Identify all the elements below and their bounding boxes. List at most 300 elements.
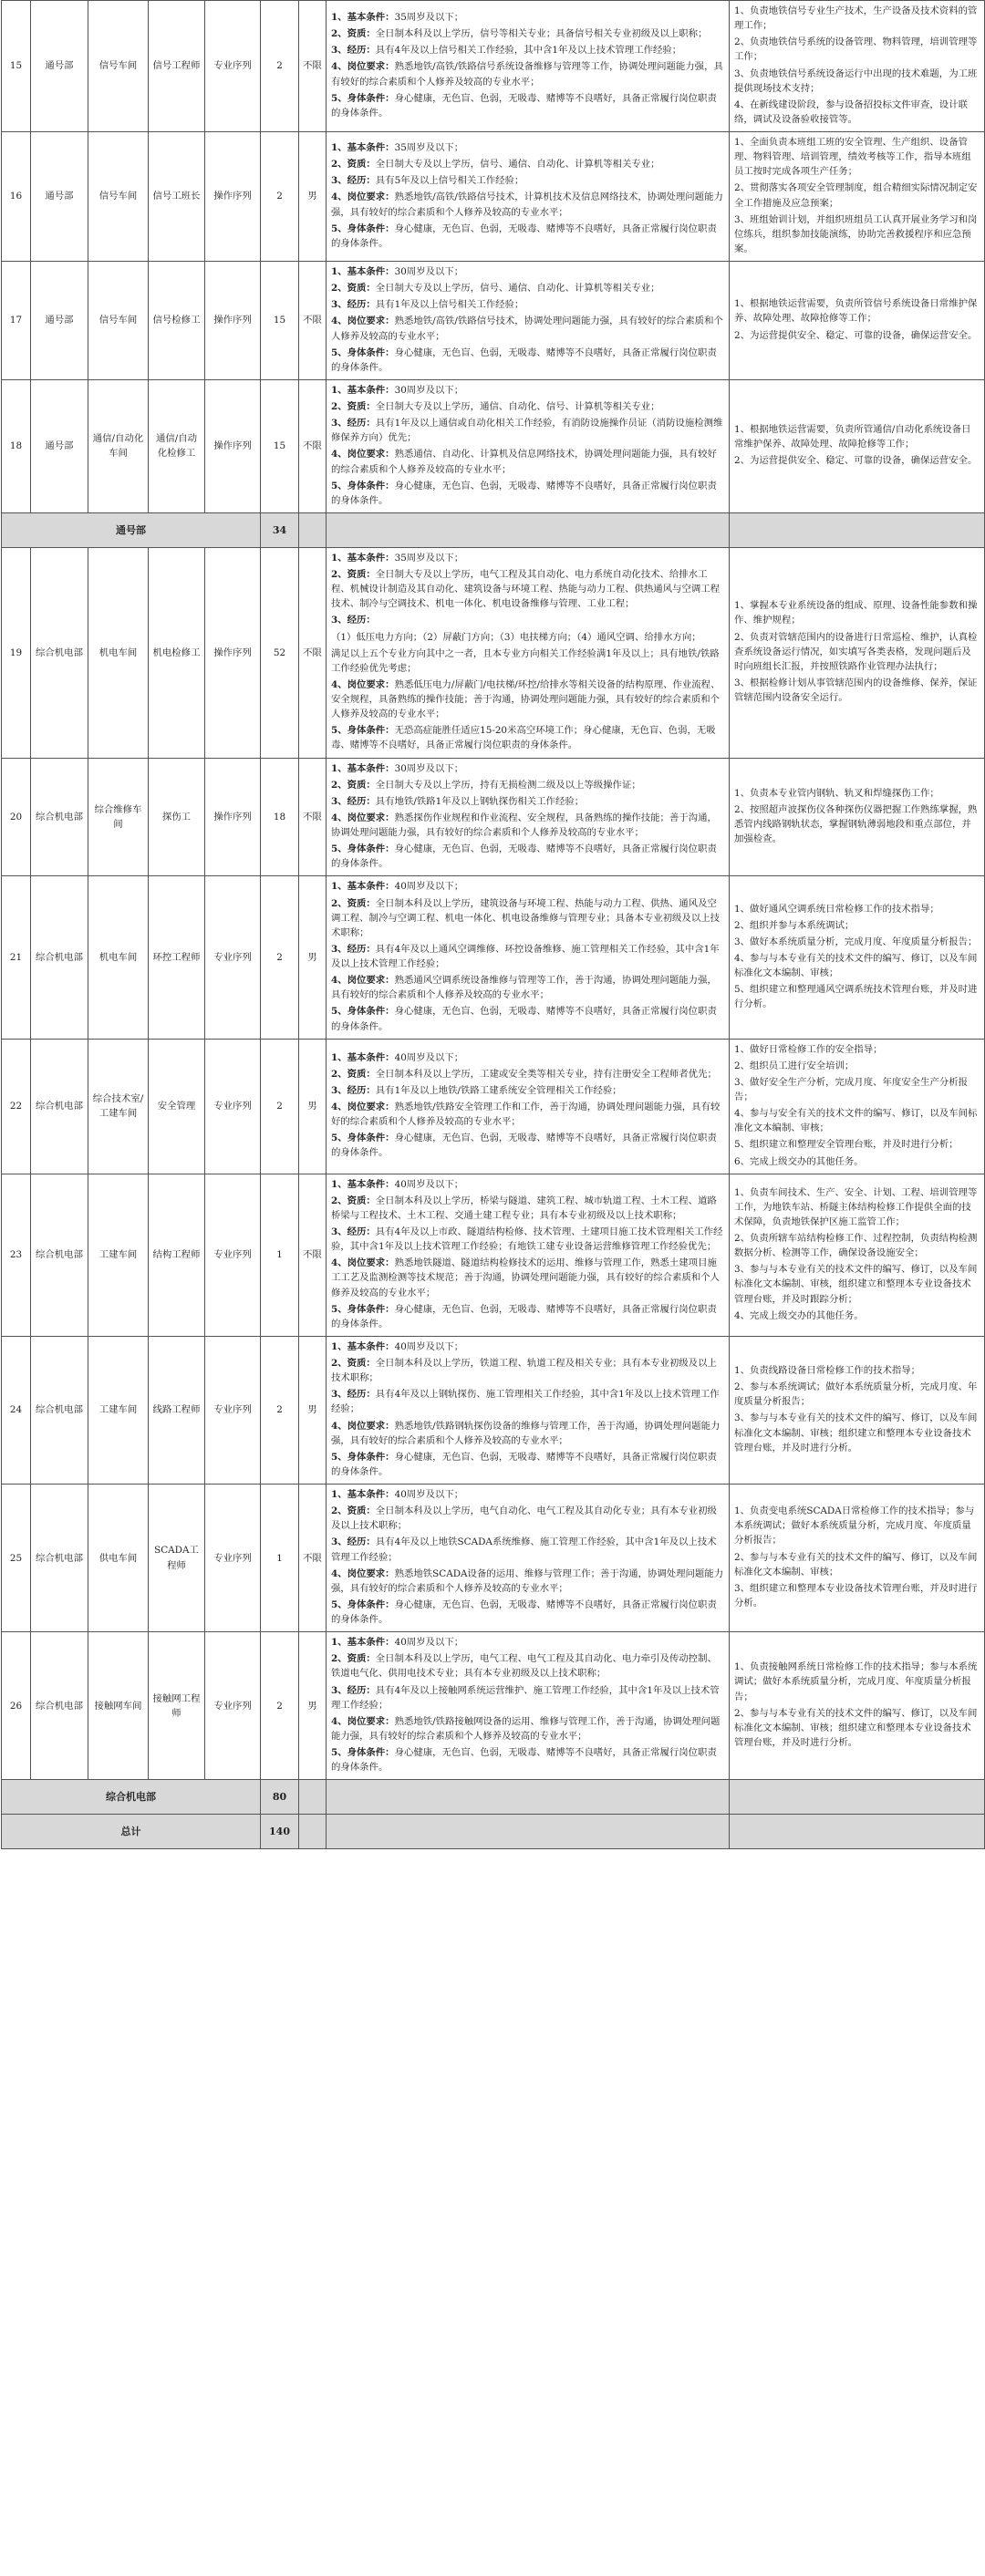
requirements-cell <box>327 758 730 876</box>
duty-item: 3、参与与本专业有关的技术文件的编写、修订，以及车间标准化文本编制、审核，组织建立和整理本专业设备技术管理台账，并及时跟踪分析； <box>734 1264 978 1305</box>
requirement-key: 2、资质： <box>331 897 376 909</box>
duty-item: 2、按照超声波探伤仪各种探伤仪器把握工作熟练掌握，熟悉管内线路钢轨状态，掌握钢轨薄弱地段和重点部位，并加强检查。 <box>734 803 978 845</box>
requirement-key: 5、身体条件： <box>331 843 395 855</box>
duty-item: 1、负责接触网系统日常检修工作的技术指导；参与本系统调试；做好本系统质量分析，完成月度、年度质量分析报告； <box>734 1661 978 1702</box>
duties-cell <box>730 1336 985 1484</box>
department-cell: 通号部 <box>31 132 88 262</box>
requirement-key: 3、经历： <box>331 1226 376 1237</box>
headcount-cell: 2 <box>261 1 299 132</box>
position-cell: 信号工程师 <box>149 1 205 132</box>
category-cell: 操作序列 <box>205 262 261 380</box>
gender-cell: 男 <box>299 1039 327 1174</box>
requirement-text: 熟悉地铁/高铁/铁路信号技术，协调处理问题能力强，具有较好的综合素质和个人修养及较高的专业水平； <box>331 316 723 342</box>
requirement-text: 熟悉地铁/铁路钢轨探伤设备的维修与管理工作，善于沟通，协调处理问题能力强，具有较好的综合素质和个人修养及较高的专业水平； <box>331 1420 721 1446</box>
requirement-item <box>331 723 724 752</box>
requirements-cell <box>327 262 730 380</box>
requirement-text: 30周岁及以下； <box>394 384 464 396</box>
requirement-key: 3、经历： <box>331 1389 376 1401</box>
position-cell: 通信/自动化检修工 <box>149 379 205 512</box>
workshop-cell: 机电车间 <box>88 547 149 758</box>
requirement-key: 3、经历： <box>331 299 376 311</box>
requirement-key: 3、经历： <box>331 418 376 429</box>
requirement-text: 熟悉探伤作业规程和作业流程、安全规程，具备熟练的操作技能；善于沟通，协调处理问题能力强，具有较好的综合素质和个人修养及较高的专业水平； <box>331 812 717 838</box>
requirement-key: 4、岗位要求： <box>331 812 395 823</box>
requirement-text: 全日制本科及以上学历，信号等相关专业；具备信号相关专业初级及以上职称； <box>375 28 708 40</box>
requirement-text: 具有1年及以上信号相关工作经验； <box>375 299 524 311</box>
requirement-text: 熟悉地铁隧道、隧道结构检修技术的运用、维修与管理工作，熟悉土建项目施工工艺及监测检测等技术规范；善于沟通，协调处理问题能力强，具有较好的综合素质和个人修养及较高的专业水平； <box>331 1257 721 1298</box>
requirement-item <box>331 942 724 971</box>
requirement-item <box>331 811 724 840</box>
requirement-item <box>331 140 724 155</box>
requirement-text: 全日制大专及以上学历，电气工程及其自动化、电力系统自动化技术、给排水工程、机械设计制造及其自动化、建筑设备与环境工程、热能与动力工程、供热通风与空调工程技术、制冷与空调技术、机电一体化、机电设备维修与管理、工业工程； <box>331 569 721 610</box>
requirement-text: 35周岁及以下； <box>394 12 464 24</box>
requirement-text: 满足以上五个专业方向其中之一者，且本专业方向相关工作经验满1年及以上；具有地铁/铁路工作经验优先考虑； <box>331 647 720 674</box>
subtotal-blank <box>730 512 985 547</box>
workshop-cell: 接触网车间 <box>88 1632 149 1780</box>
requirement-item <box>331 1340 724 1354</box>
total-blank <box>327 1815 730 1849</box>
department-cell: 综合机电部 <box>31 758 88 876</box>
headcount-cell: 2 <box>261 1336 299 1484</box>
category-cell: 专业序列 <box>205 1485 261 1632</box>
requirement-text: 全日制本科及以上学历，工建或安全类等相关专业，持有注册安全工程师者优先； <box>375 1068 717 1080</box>
requirement-text: 40周岁及以下； <box>394 1051 464 1063</box>
department-cell: 通号部 <box>31 262 88 380</box>
gender-cell: 不限 <box>299 758 327 876</box>
duties-cell <box>730 1 985 132</box>
requirement-item <box>331 1004 724 1033</box>
department-cell: 综合机电部 <box>31 1632 88 1780</box>
requirement-item <box>331 190 724 219</box>
row-number: 22 <box>2 1039 31 1174</box>
requirement-item <box>331 1450 724 1479</box>
headcount-cell: 52 <box>261 547 299 758</box>
gender-cell: 不限 <box>299 1 327 132</box>
duty-item: 3、参与与本专业有关的技术文件的编写、修订，以及车间标准化文本编制、审核；组织建立和整理本专业设备技术管理台账，并及时进行分析。 <box>734 1412 978 1454</box>
requirement-item <box>331 43 724 57</box>
category-cell: 专业序列 <box>205 1336 261 1484</box>
requirement-key: 5、身体条件： <box>331 1133 395 1144</box>
duty-item: 2、为运营提供安全、稳定、可靠的设备，确保运营安全。 <box>734 455 978 467</box>
requirements-cell <box>327 1039 730 1174</box>
requirement-item <box>331 761 724 776</box>
requirement-key: 1、基本条件： <box>331 1051 395 1063</box>
gender-cell: 不限 <box>299 1174 327 1336</box>
requirement-key: 2、资质： <box>331 159 376 171</box>
requirement-text: 身心健康，无色盲、色弱，无吸毒、赌博等不良嗜好，具备正常履行岗位职责的身体条件。 <box>331 480 717 506</box>
headcount-cell: 15 <box>261 262 299 380</box>
duty-item: 5、组织建立和整理安全管理台账，并及时进行分析； <box>734 1139 959 1151</box>
subtotal-blank <box>327 1780 730 1815</box>
gender-cell: 男 <box>299 132 327 262</box>
table-row <box>2 132 985 262</box>
duties-cell <box>730 132 985 262</box>
requirement-text: 身心健康，无色盲、色弱，无吸毒、赌博等不良嗜好，具备正常履行岗位职责的身体条件。 <box>331 1006 717 1032</box>
department-cell: 综合机电部 <box>31 1039 88 1174</box>
row-number: 21 <box>2 876 31 1039</box>
requirement-key: 2、资质： <box>331 1068 376 1080</box>
requirement-item <box>331 479 724 508</box>
requirement-item <box>331 678 724 721</box>
requirement-key: 2、资质： <box>331 1195 376 1206</box>
requirement-text: 40周岁及以下； <box>394 1340 464 1352</box>
duty-item: 1、根据地铁运营需要，负责所管通信/自动化系统设备日常维护保养、故障处理、故障抢修等工作； <box>734 424 971 450</box>
duties-cell <box>730 379 985 512</box>
table-row <box>2 1 985 132</box>
row-number: 25 <box>2 1485 31 1632</box>
duties-cell <box>730 758 985 876</box>
workshop-cell: 信号车间 <box>88 1 149 132</box>
requirement-text: 全日制本科及以上学历，铁道工程、轨道工程及相关专业；具有本专业初级及以上技术职称； <box>331 1358 717 1384</box>
requirement-key: 3、经历： <box>331 1084 376 1096</box>
duty-item: 3、根据检修计划从事管辖范围内的设备维修、保养，保证管辖范围内设备安全运行。 <box>734 677 978 703</box>
department-cell: 综合机电部 <box>31 876 88 1039</box>
row-number: 19 <box>2 547 31 758</box>
duties-cell <box>730 876 985 1039</box>
department-cell: 综合机电部 <box>31 1174 88 1336</box>
requirement-item <box>331 1745 724 1774</box>
requirement-key: 2、资质： <box>331 28 376 40</box>
headcount-cell: 2 <box>261 132 299 262</box>
requirement-text: 熟悉通信、自动化、计算机及信息网络技术，协调处理问题能力强，具有较好的综合素质和个人修养及较高的专业水平； <box>331 449 717 475</box>
gender-cell: 不限 <box>299 547 327 758</box>
requirement-item <box>331 447 724 476</box>
requirement-text: 全日制大专及以上学历，信号、通信、自动化、计算机等相关专业； <box>375 159 660 171</box>
category-cell: 专业序列 <box>205 1039 261 1174</box>
requirement-item <box>331 26 724 41</box>
requirement-text: 35周岁及以下； <box>394 552 464 564</box>
duty-item: 4、完成上级交办的其他任务。 <box>734 1309 864 1321</box>
requirement-item <box>331 1635 724 1650</box>
duty-item: 2、组织并参与本系统调试； <box>734 919 855 931</box>
gender-cell: 不限 <box>299 1485 327 1632</box>
requirement-text: 具有4年及以上地铁SCADA系统维修、施工管理工作经验，其中含1年及以上技术管理工作经验； <box>331 1536 717 1563</box>
requirement-item <box>331 1683 724 1712</box>
requirement-key: 1、基本条件： <box>331 384 395 396</box>
position-cell: SCADA工程师 <box>149 1485 205 1632</box>
requirement-key: 5、身体条件： <box>331 725 395 737</box>
requirement-key: 5、身体条件： <box>331 347 395 358</box>
requirement-text: 全日制大专及以上学历，信号、通信、自动化、计算机等相关专业； <box>375 283 660 295</box>
requirement-item <box>331 399 724 414</box>
duty-item: 3、负责地铁信号系统设备运行中出现的技术难题，为工班提供现场技术支持； <box>734 67 978 94</box>
gender-cell: 男 <box>299 1632 327 1780</box>
requirements-cell <box>327 1336 730 1484</box>
requirement-key: 4、岗位要求： <box>331 449 395 460</box>
duty-item: 1、负责地铁信号专业生产技术，生产设备及技术资料的管理工作； <box>734 5 978 32</box>
table-row <box>2 1336 985 1484</box>
requirement-text: 身心健康，无色盲、色弱，无吸毒、赌博等不良嗜好，具备正常履行岗位职责的身体条件。 <box>331 347 717 373</box>
workshop-cell: 通信/自动化车间 <box>88 379 149 512</box>
requirement-key: 1、基本条件： <box>331 1489 395 1500</box>
requirement-key: 4、岗位要求： <box>331 1257 395 1269</box>
requirement-item <box>331 157 724 171</box>
requirement-text: 40周岁及以下； <box>394 1178 464 1190</box>
requirement-text: 无恐高症能胜任适应15-20米高空环境工作；身心健康，无色盲、色弱，无吸毒、赌博等不良嗜好，具备正常履行岗位职责的身体条件。 <box>331 725 716 751</box>
requirement-item <box>331 1487 724 1502</box>
requirement-key: 4、岗位要求： <box>331 1715 395 1727</box>
category-cell: 操作序列 <box>205 379 261 512</box>
requirement-text: 身心健康，无色盲、色弱，无吸毒、赌博等不良嗜好，具备正常履行岗位职责的身体条件。 <box>331 222 717 249</box>
requirement-text: 全日制本科及以上学历，电气自动化、电气工程及其自动化专业；具有本专业初级及以上技术职称； <box>331 1505 717 1532</box>
duties-cell <box>730 262 985 380</box>
duty-item: 6、完成上级交办的其他任务。 <box>734 1155 864 1167</box>
requirement-text: 全日制本科及以上学历，电气工程、电气工程及其自动化、电力牵引及传动控制、铁道电气化、供用电技术专业；具有本专业初级及以上技术职称； <box>331 1653 717 1680</box>
requirement-item <box>331 1535 724 1564</box>
workshop-cell: 综合技术室/工建车间 <box>88 1039 149 1174</box>
workshop-cell: 工建车间 <box>88 1336 149 1484</box>
requirement-key: 1、基本条件： <box>331 266 395 277</box>
requirements-cell <box>327 1632 730 1780</box>
duty-item: 2、组织员工进行安全培训； <box>734 1060 855 1071</box>
requirement-text: 具有4年及以上市政、隧道结构检修、技术管理、土建项目施工技术管理相关工作经验，其中含1年及以上技术管理工作经验；有地铁工建专业设备运营维修管理工作经验优先； <box>331 1226 723 1253</box>
requirement-key: 2、资质： <box>331 401 376 412</box>
table-body-jidian <box>2 547 985 1779</box>
requirement-text: 熟悉通风空调系统设备维修与管理等工作，善于沟通，协调处理问题能力强，具有较好的综合素质和个人修养及较高的专业水平； <box>331 975 717 1001</box>
requirement-text: 具有4年及以上通风空调维修、环控设备维修、施工管理相关工作经验，其中含1年及以上技术管理工作经验； <box>331 943 720 969</box>
total-row <box>2 1815 985 1849</box>
subtotal-label: 综合机电部 <box>2 1780 261 1815</box>
requirement-key: 3、经历： <box>331 615 376 626</box>
subtotal-count: 80 <box>261 1780 299 1815</box>
requirement-item <box>331 173 724 188</box>
requirement-key: 5、身体条件： <box>331 1006 395 1018</box>
requirement-text: 身心健康，无色盲、色弱，无吸毒、赌博等不良嗜好，具备正常履行岗位职责的身体条件。 <box>331 1303 717 1329</box>
requirement-key: 1、基本条件： <box>331 12 395 24</box>
duty-item: 4、参与与安全有关的技术文件的编写、修订，以及车间标准化文本编制、审核； <box>734 1108 978 1134</box>
requirement-text: 全日制大专及以上学历，通信、自动化、信号、计算机等相关专业； <box>375 401 660 412</box>
requirement-key: 2、资质： <box>331 1653 376 1665</box>
headcount-cell: 1 <box>261 1174 299 1336</box>
duty-item: 1、负责线路设备日常检修工作的技术指导； <box>734 1365 921 1377</box>
requirement-key: 5、身体条件： <box>331 222 395 234</box>
requirement-text: 具有地铁/铁路1年及以上钢轨探伤相关工作经验； <box>375 795 585 807</box>
requirement-item <box>331 567 724 611</box>
gender-cell: 男 <box>299 1336 327 1484</box>
requirement-item <box>331 1387 724 1416</box>
duty-item: 3、做好安全生产分析，完成月度、年度安全生产分析报告； <box>734 1076 968 1102</box>
requirement-text: 具有5年及以上信号相关工作经验； <box>375 175 524 187</box>
requirement-key: 4、岗位要求： <box>331 678 395 690</box>
requirement-key: 4、岗位要求： <box>331 316 395 327</box>
requirement-text: 熟悉地铁/铁路安全管理工作和工作，善于沟通，协调处理问题能力强，具有较好的综合素质和个人修养及较高的专业水平； <box>331 1102 721 1128</box>
requirement-item <box>331 778 724 792</box>
requirement-text: 全日制本科及以上学历，桥梁与隧道、建筑工程、城市轨道工程、土木工程、道路桥梁与工程技术、土木工程、交通土建工程专业；具有本专业初级及以上技术职称； <box>331 1195 717 1221</box>
position-cell: 结构工程师 <box>149 1174 205 1336</box>
duties-cell <box>730 1632 985 1780</box>
requirement-key: 2、资质： <box>331 1505 376 1517</box>
duty-item: 2、贯彻落实各项安全管理制度，组合精细实际情况制定安全工作措施及应急预案； <box>734 182 978 209</box>
requirement-item <box>331 1194 724 1223</box>
workshop-cell: 机电车间 <box>88 876 149 1039</box>
workshop-cell: 供电车间 <box>88 1485 149 1632</box>
total-blank <box>730 1815 985 1849</box>
requirement-key: 5、身体条件： <box>331 1598 395 1610</box>
duty-item: 3、班组始训计划，并组织班组员工认真开展业务学习和岗位练兵，组织参加技能演练，协助完善救援程序和应急预案。 <box>734 213 978 254</box>
duty-item: 3、做好本系统质量分析，完成月度、年度质量分析报告； <box>734 936 978 947</box>
requirement-text: 熟悉地铁SCADA设备的运用、维修与管理工作；善于沟通，协调处理问题能力强，具有较好的综合素质和个人修养及较高的专业水平； <box>331 1567 724 1594</box>
requirement-item <box>331 1419 724 1448</box>
requirement-item <box>331 297 724 312</box>
position-cell: 线路工程师 <box>149 1336 205 1484</box>
gender-cell: 男 <box>299 876 327 1039</box>
requirement-item <box>331 842 724 871</box>
total-blank <box>299 1815 327 1849</box>
requirement-text: 身心健康，无色盲、色弱，无吸毒、赌博等不良嗜好，具备正常履行岗位职责的身体条件。 <box>331 1451 717 1477</box>
requirement-text: 熟悉地铁/高铁/铁路信号系统设备维修与管理等工作，协调处理问题能力强，具有较好的综合素质和个人修养及较高的专业水平； <box>331 61 723 88</box>
department-cell: 综合机电部 <box>31 547 88 758</box>
duty-item: 1、负责变电系统SCADA日常检修工作的技术指导；参与本系统调试；做好本系统质量分析，完成月度、年度质量分析报告； <box>734 1505 975 1547</box>
requirement-key: 3、经历： <box>331 795 376 807</box>
requirement-item <box>331 59 724 88</box>
table-row <box>2 379 985 512</box>
requirement-key: 2、资质： <box>331 283 376 295</box>
table-row <box>2 876 985 1039</box>
requirement-item <box>331 1100 724 1129</box>
requirement-text: 40周岁及以下； <box>394 881 464 893</box>
requirement-item <box>331 973 724 1002</box>
requirement-key: 5、身体条件： <box>331 1747 395 1758</box>
subtotal-label: 通号部 <box>2 512 261 547</box>
requirement-item <box>331 1177 724 1192</box>
requirement-key: 5、身体条件： <box>331 92 395 104</box>
subtotal-blank <box>327 512 730 547</box>
requirement-item <box>331 551 724 565</box>
table-row <box>2 1632 985 1780</box>
position-cell: 接触网工程师 <box>149 1632 205 1780</box>
requirement-item <box>331 879 724 894</box>
duty-item: 2、负责所辖车站结构检修工作、过程控制，负责结构检测数据分析、检测等工作，确保设备设施安全； <box>734 1233 978 1259</box>
duty-item: 2、负责对管辖范围内的设备进行日常巡检、维护，认真检查系统设备运行情况，如实填写各类表格，发现问题后及时向班组长汇报，并按照铁路作业管理办法执行； <box>734 631 978 672</box>
requirement-text: （1）低压电力方向；（2）屏蔽门方向；（3）电扶梯方向；（4）通风空调、给排水方向； <box>331 631 701 643</box>
category-cell: 专业序列 <box>205 1174 261 1336</box>
requirement-text: 30周岁及以下； <box>394 266 464 277</box>
duty-item: 4、参与与本专业有关的技术文件的编写、修订，以及车间标准化文本编制、审核； <box>734 952 978 979</box>
requirement-item <box>331 1651 724 1681</box>
duty-item: 2、负责地铁信号系统的设备管理、物料管理，培训管理等工作； <box>734 36 978 63</box>
requirements-cell <box>327 1485 730 1632</box>
requirement-item <box>331 794 724 809</box>
position-cell: 机电检修工 <box>149 547 205 758</box>
gender-cell: 不限 <box>299 262 327 380</box>
subtotal-blank <box>730 1780 985 1815</box>
position-cell: 探伤工 <box>149 758 205 876</box>
subtotal-count: 34 <box>261 512 299 547</box>
duty-item: 1、掌握本专业系统设备的组成、原理、设备性能参数和操作、维护规程； <box>734 600 978 626</box>
duties-cell <box>730 1485 985 1632</box>
requirement-text: 35周岁及以下； <box>394 142 464 154</box>
requirement-item <box>331 222 724 251</box>
requirement-key: 3、经历： <box>331 1684 376 1696</box>
category-cell: 操作序列 <box>205 758 261 876</box>
duty-item: 2、参与与本专业有关的技术文件的编写、修订，以及车间标准化文本编制、审核；组织建立和整理本专业设备技术管理台账，并及时进行分析。 <box>734 1707 978 1748</box>
requirement-key: 2、资质： <box>331 1358 376 1369</box>
requirement-text: 具有1年及以上通信或自动化相关工作经验，有消防设施操作员证（消防设施检测维修保养方向）优先； <box>331 418 723 444</box>
category-cell: 专业序列 <box>205 1632 261 1780</box>
requirement-text: 熟悉地铁/铁路接触网设备的运用、维修与管理工作，善于沟通，协调处理问题能力强，具有较好的综合素质和个人修养及较高的专业水平； <box>331 1715 721 1742</box>
requirement-text: 身心健康，无色盲、色弱，无吸毒、赌博等不良嗜好，具备正常履行岗位职责的身体条件。 <box>331 1598 717 1625</box>
requirement-key: 1、基本条件： <box>331 1637 395 1649</box>
requirement-key: 4、岗位要求： <box>331 61 395 73</box>
table-body-tonghao <box>2 1 985 513</box>
position-cell: 环控工程师 <box>149 876 205 1039</box>
row-number: 15 <box>2 1 31 132</box>
row-number: 18 <box>2 379 31 512</box>
subtotal-row-jidian <box>2 1780 985 1815</box>
requirement-key: 1、基本条件： <box>331 552 395 564</box>
requirement-key: 3、经历： <box>331 1536 376 1548</box>
headcount-cell: 2 <box>261 1039 299 1174</box>
requirement-text: 30周岁及以下； <box>394 762 464 774</box>
duties-cell <box>730 547 985 758</box>
requirement-text: 全日制大专及以上学历，持有无损检测二级及以上等级操作证； <box>375 779 641 791</box>
category-cell: 专业序列 <box>205 1 261 132</box>
requirement-text: 40周岁及以下； <box>394 1489 464 1500</box>
position-cell: 信号工班长 <box>149 132 205 262</box>
table-row <box>2 758 985 876</box>
requirement-key: 1、基本条件： <box>331 142 395 154</box>
workshop-cell: 信号车间 <box>88 132 149 262</box>
requirement-key: 1、基本条件： <box>331 1340 395 1352</box>
table-row <box>2 1485 985 1632</box>
category-cell: 操作序列 <box>205 547 261 758</box>
requirement-text: 具有4年及以上接触网系统运营维护、施工管理工作经验，其中含1年及以上技术管理工作经验； <box>331 1684 720 1711</box>
requirement-key: 1、基本条件： <box>331 881 395 893</box>
duty-item: 5、组织建立和整理通风空调系统技术管理台账，并及时进行分析。 <box>734 984 978 1010</box>
duty-item: 1、负责本专业管内钢轨、轨叉和焊缝探伤工作； <box>734 787 939 799</box>
requirement-key: 2、资质： <box>331 779 376 791</box>
requirement-key: 4、岗位要求： <box>331 1567 395 1579</box>
requirement-text: 具有4年及以上钢轨探伤、施工管理相关工作经验，其中含1年及以上技术管理工作经验； <box>331 1389 720 1415</box>
requirement-key: 4、岗位要求： <box>331 191 395 203</box>
requirement-text: 熟悉地铁/高铁/铁路信号技术，计算机技术及信息网络技术，协调处理问题能力强，具有较好的综合素质和个人修养及较高的专业水平； <box>331 191 723 218</box>
headcount-cell: 2 <box>261 1632 299 1780</box>
row-number: 20 <box>2 758 31 876</box>
category-cell: 专业序列 <box>205 876 261 1039</box>
duty-item: 2、参与本系统调试；做好本系统质量分析，完成月度、年度质量分析报告； <box>734 1381 978 1408</box>
duties-cell <box>730 1174 985 1336</box>
requirement-item <box>331 613 724 627</box>
duty-item: 2、参与与本专业有关的技术文件的编写、修订，以及车间标准化文本编制、审核； <box>734 1551 978 1578</box>
department-cell: 通号部 <box>31 379 88 512</box>
row-number: 26 <box>2 1632 31 1780</box>
workshop-cell: 综合维修车间 <box>88 758 149 876</box>
table-row <box>2 1174 985 1336</box>
requirement-item <box>331 91 724 120</box>
requirement-text: 身心健康，无色盲、色弱，无吸毒、赌博等不良嗜好，具备正常履行岗位职责的身体条件。 <box>331 1747 717 1774</box>
total-count: 140 <box>261 1815 299 1849</box>
requirement-item <box>331 896 724 940</box>
requirement-key: 5、身体条件： <box>331 480 395 491</box>
row-number: 24 <box>2 1336 31 1484</box>
requirement-key: 5、身体条件： <box>331 1451 395 1463</box>
requirement-text: 身心健康，无色盲、色弱，无吸毒、赌博等不良嗜好，具备正常履行岗位职责的身体条件。 <box>331 1133 717 1159</box>
headcount-cell: 1 <box>261 1485 299 1632</box>
requirement-text: 身心健康，无色盲、色弱，无吸毒、赌博等不良嗜好，具备正常履行岗位职责的身体条件。 <box>331 843 717 870</box>
department-cell: 综合机电部 <box>31 1485 88 1632</box>
duty-item: 4、在新线建设阶段，参与设备招投标文件审查，设计联络，调试及设备验收接管等。 <box>734 98 968 125</box>
requirement-text: 40周岁及以下； <box>394 1637 464 1649</box>
duties-cell <box>730 1039 985 1174</box>
headcount-cell: 2 <box>261 876 299 1039</box>
gender-cell: 不限 <box>299 379 327 512</box>
duty-item: 1、做好通风空调系统日常检修工作的技术指导； <box>734 903 939 915</box>
requirement-key: 4、岗位要求： <box>331 975 395 987</box>
subtotal-blank <box>299 512 327 547</box>
requirement-item <box>331 416 724 445</box>
recruitment-table <box>1 0 985 1849</box>
requirement-item <box>331 1225 724 1254</box>
